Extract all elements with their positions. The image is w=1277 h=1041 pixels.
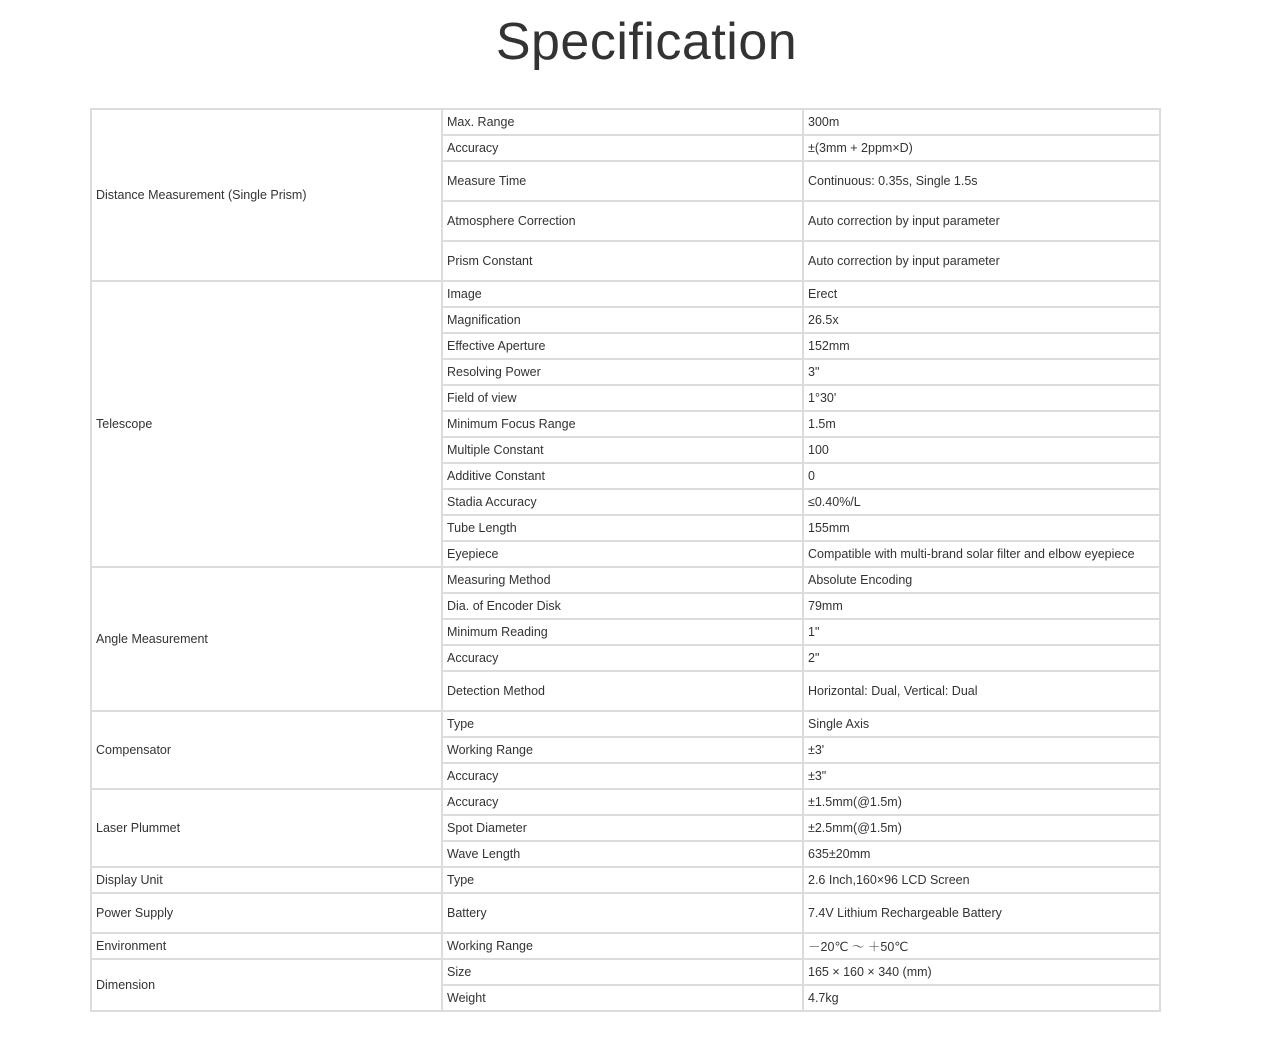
value-cell: 26.5x: [803, 307, 1160, 333]
parameter-cell: Working Range: [442, 933, 803, 959]
parameter-cell: Spot Diameter: [442, 815, 803, 841]
value-cell: 1.5m: [803, 411, 1160, 437]
value-cell: Continuous: 0.35s, Single 1.5s: [803, 161, 1160, 201]
value-cell: Erect: [803, 281, 1160, 307]
parameter-cell: Type: [442, 711, 803, 737]
table-row: [91, 711, 1160, 737]
value-cell: 79mm: [803, 593, 1160, 619]
value-cell: Auto correction by input parameter: [803, 241, 1160, 281]
table-row: [91, 933, 1160, 959]
value-cell: ±2.5mm(@1.5m): [803, 815, 1160, 841]
value-cell: Horizontal: Dual, Vertical: Dual: [803, 671, 1160, 711]
value-cell: ±3': [803, 737, 1160, 763]
value-cell: 100: [803, 437, 1160, 463]
table-row: [91, 109, 1160, 135]
value-cell: Compatible with multi-brand solar filter and elbow eyepiece: [803, 541, 1160, 567]
parameter-cell: Magnification: [442, 307, 803, 333]
parameter-cell: Weight: [442, 985, 803, 1011]
value-cell: 2": [803, 645, 1160, 671]
value-cell: 1°30': [803, 385, 1160, 411]
parameter-cell: Detection Method: [442, 671, 803, 711]
parameter-cell: Tube Length: [442, 515, 803, 541]
parameter-cell: Accuracy: [442, 645, 803, 671]
table-row: [91, 867, 1160, 893]
parameter-cell: Working Range: [442, 737, 803, 763]
parameter-cell: Field of view: [442, 385, 803, 411]
parameter-cell: Minimum Focus Range: [442, 411, 803, 437]
parameter-cell: Type: [442, 867, 803, 893]
parameter-cell: Resolving Power: [442, 359, 803, 385]
value-cell: －20℃ ～ ＋50℃: [803, 933, 1160, 959]
value-cell: ±(3mm + 2ppm×D): [803, 135, 1160, 161]
value-cell: 300m: [803, 109, 1160, 135]
parameter-cell: Dia. of Encoder Disk: [442, 593, 803, 619]
value-cell: Absolute Encoding: [803, 567, 1160, 593]
parameter-cell: Measure Time: [442, 161, 803, 201]
parameter-cell: Atmosphere Correction: [442, 201, 803, 241]
value-cell: 635±20mm: [803, 841, 1160, 867]
parameter-cell: Multiple Constant: [442, 437, 803, 463]
parameter-cell: Eyepiece: [442, 541, 803, 567]
group-name-cell: Angle Measurement: [91, 567, 442, 711]
table-row: [91, 893, 1160, 933]
group-name-cell: Dimension: [91, 959, 442, 1011]
value-cell: 2.6 Inch,160×96 LCD Screen: [803, 867, 1160, 893]
parameter-cell: Stadia Accuracy: [442, 489, 803, 515]
value-cell: 155mm: [803, 515, 1160, 541]
parameter-cell: Measuring Method: [442, 567, 803, 593]
group-name-cell: Power Supply: [91, 893, 442, 933]
value-cell: 0: [803, 463, 1160, 489]
value-cell: 7.4V Lithium Rechargeable Battery: [803, 893, 1160, 933]
value-cell: 3": [803, 359, 1160, 385]
group-name-cell: Distance Measurement (Single Prism): [91, 109, 442, 281]
parameter-cell: Accuracy: [442, 789, 803, 815]
parameter-cell: Size: [442, 959, 803, 985]
parameter-cell: Max. Range: [442, 109, 803, 135]
parameter-cell: Accuracy: [442, 763, 803, 789]
specification-table: [90, 108, 1161, 1012]
parameter-cell: Wave Length: [442, 841, 803, 867]
parameter-cell: Prism Constant: [442, 241, 803, 281]
parameter-cell: Additive Constant: [442, 463, 803, 489]
page-title: Specification: [495, 13, 798, 71]
group-name-cell: Telescope: [91, 281, 442, 567]
table-row: [91, 789, 1160, 815]
value-cell: Auto correction by input parameter: [803, 201, 1160, 241]
value-cell: 152mm: [803, 333, 1160, 359]
value-cell: ≤0.40%/L: [803, 489, 1160, 515]
value-cell: ±1.5mm(@1.5m): [803, 789, 1160, 815]
table-row: [91, 281, 1160, 307]
group-name-cell: Compensator: [91, 711, 442, 789]
table-row: [91, 567, 1160, 593]
group-name-cell: Laser Plummet: [91, 789, 442, 867]
parameter-cell: Battery: [442, 893, 803, 933]
parameter-cell: Accuracy: [442, 135, 803, 161]
parameter-cell: Effective Aperture: [442, 333, 803, 359]
table-row: [91, 959, 1160, 985]
group-name-cell: Environment: [91, 933, 442, 959]
group-name-cell: Display Unit: [91, 867, 442, 893]
value-cell: Single Axis: [803, 711, 1160, 737]
specification-table-body: [91, 109, 1160, 1011]
value-cell: ±3": [803, 763, 1160, 789]
value-cell: 165 × 160 × 340 (mm): [803, 959, 1160, 985]
value-cell: 1": [803, 619, 1160, 645]
parameter-cell: Minimum Reading: [442, 619, 803, 645]
parameter-cell: Image: [442, 281, 803, 307]
value-cell: 4.7kg: [803, 985, 1160, 1011]
